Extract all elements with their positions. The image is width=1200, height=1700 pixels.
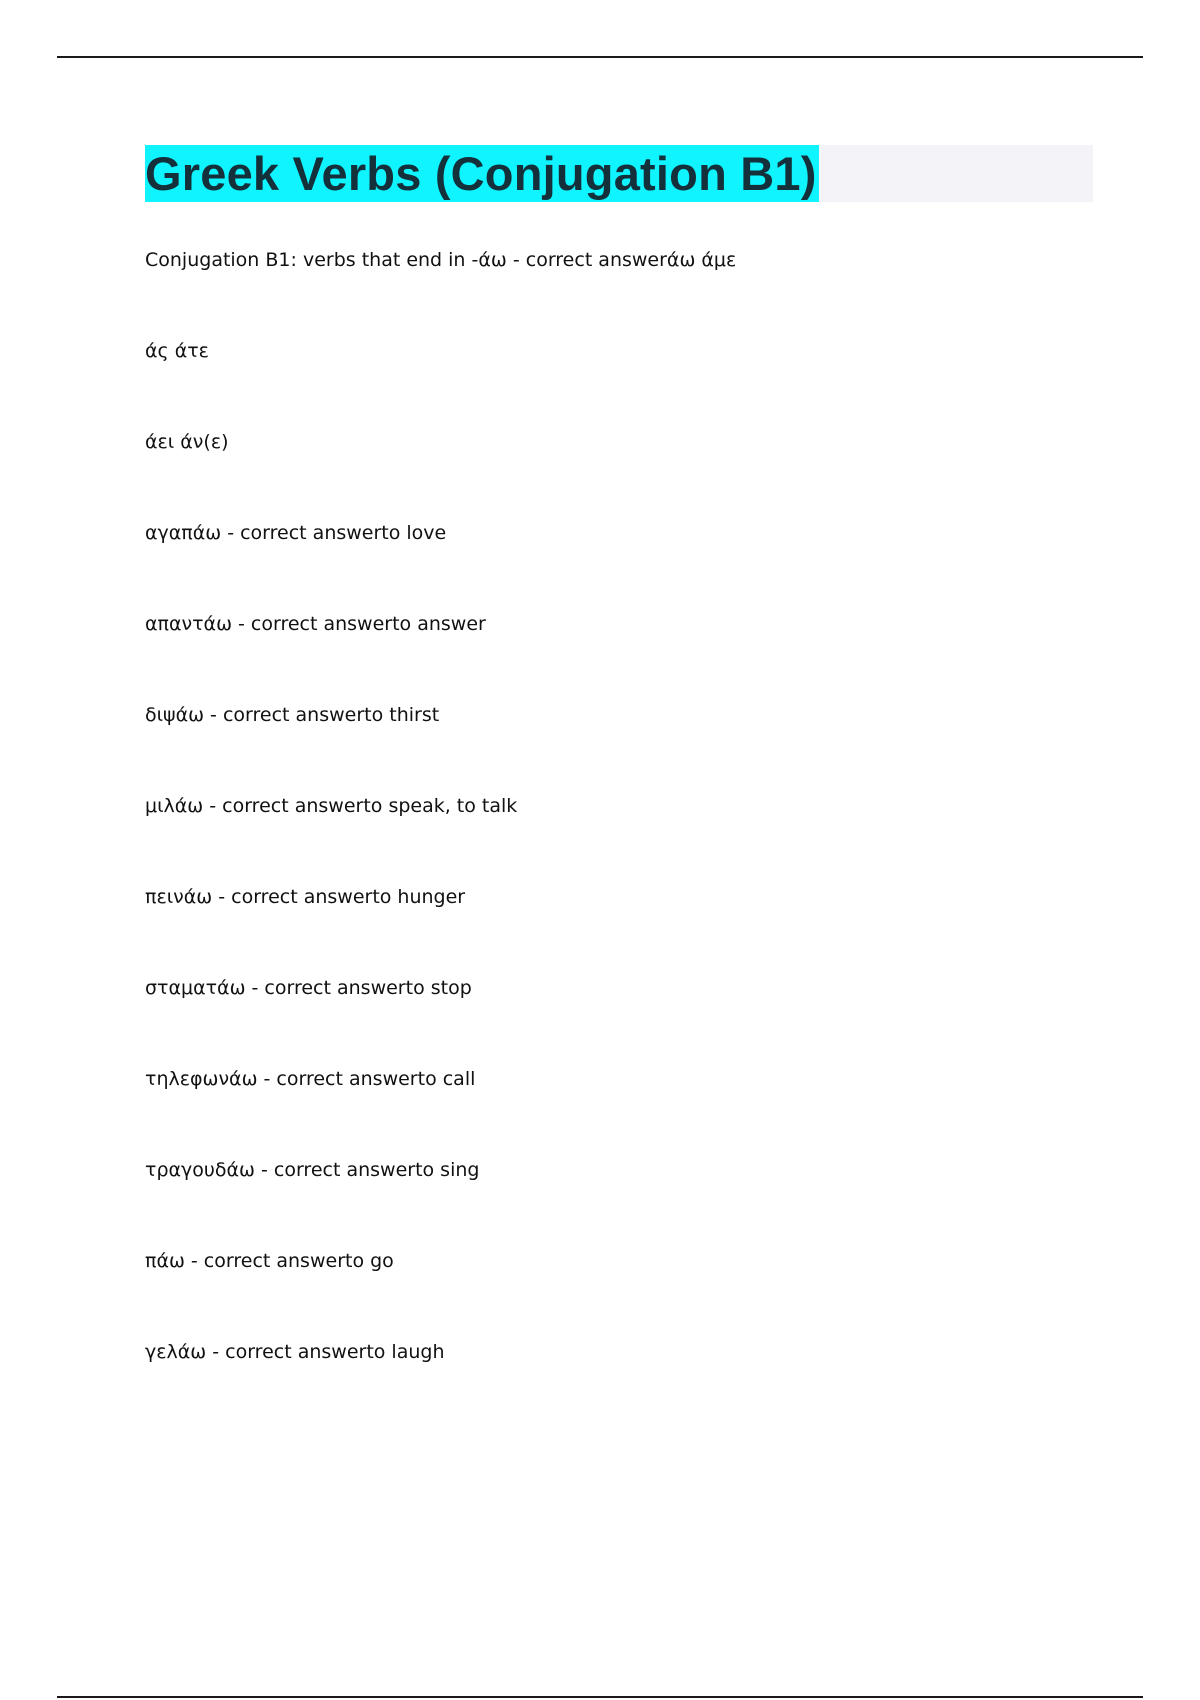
list-item: Conjugation B1: verbs that end in -άω - correct answerάω άμε [145,249,737,271]
list-item: άει άν(ε) [145,431,229,453]
list-item: τραγουδάω - correct answerto sing [145,1159,480,1181]
list-item: διψάω - correct answerto thirst [145,704,440,726]
verb-list [145,245,1105,1428]
list-item: πάω - correct answerto go [145,1250,394,1272]
top-rule [57,56,1143,58]
list-item: απαντάω - correct answerto answer [145,613,486,635]
page-title: Greek Verbs (Conjugation B1) [145,147,817,200]
title-highlight [145,145,819,202]
bottom-rule [57,1696,1143,1698]
list-item: άς άτε [145,340,209,362]
list-item: αγαπάω - correct answerto love [145,522,447,544]
list-item: σταματάω - correct answerto stop [145,977,472,999]
list-item: μιλάω - correct answerto speak, to talk [145,795,518,817]
list-item: γελάω - correct answerto laugh [145,1341,445,1363]
list-item: πεινάω - correct answerto hunger [145,886,466,908]
list-item: τηλεφωνάω - correct answerto call [145,1068,476,1090]
